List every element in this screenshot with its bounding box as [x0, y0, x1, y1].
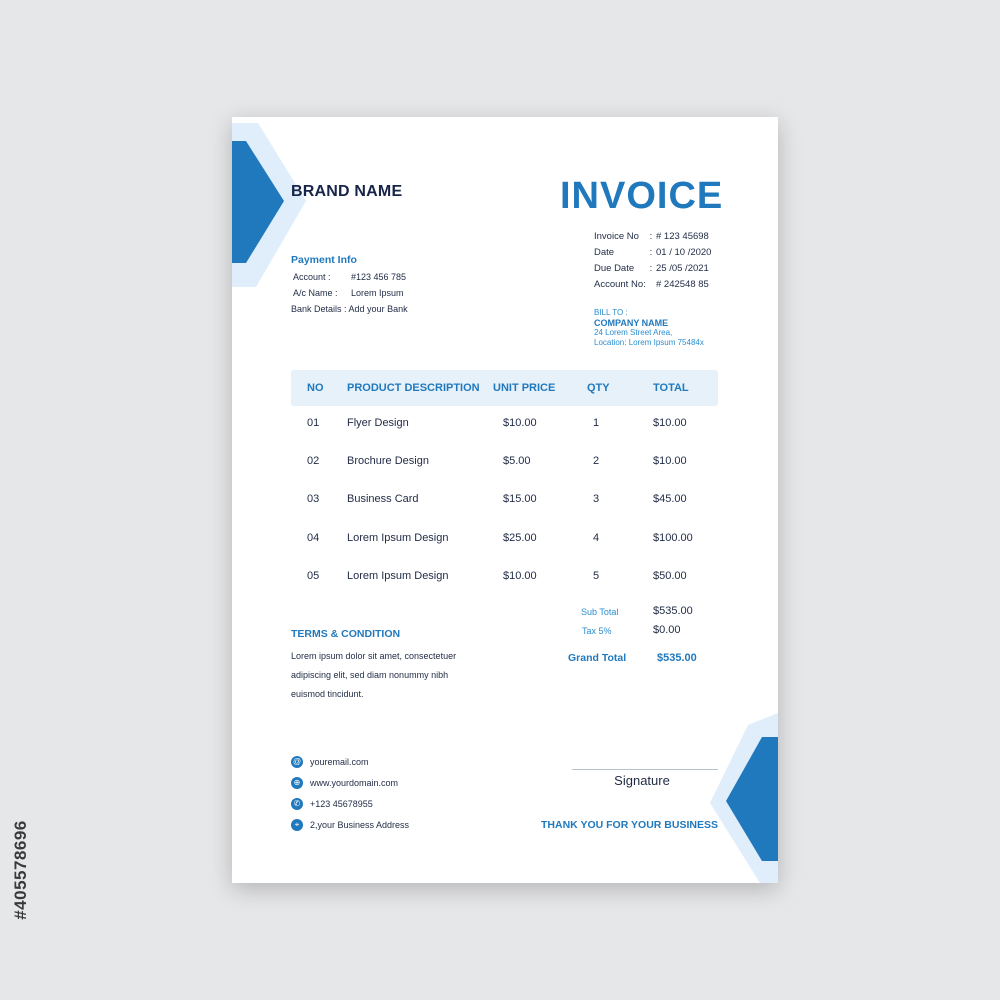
stock-id-text: #405578696 [11, 820, 30, 920]
bill-to-label: BILL TO : [594, 308, 628, 317]
thank-you-text: THANK YOU FOR YOUR BUSINESS [541, 819, 718, 831]
phone-icon: ✆ [291, 798, 303, 810]
payment-info-heading: Payment Info [291, 254, 357, 266]
meta-date: Date : 01 / 10 /2020 [594, 247, 712, 258]
meta-account-no: Account No: # 242548 85 [594, 279, 709, 290]
subtotal-value: $535.00 [653, 605, 693, 617]
meta-due-date: Due Date : 25 /05 /2021 [594, 263, 709, 274]
tax-label: Tax 5% [582, 626, 612, 636]
bill-to [594, 308, 704, 348]
grand-total-label: Grand Total [568, 652, 627, 664]
signature-line [572, 769, 718, 770]
signature-label: Signature [614, 773, 670, 788]
table-row: 02 Brochure Design $5.00 2 $10.00 [307, 455, 687, 467]
payment-info [291, 272, 408, 320]
terms-heading: TERMS & CONDITION [291, 628, 401, 640]
bill-to-company: COMPANY NAME [594, 318, 669, 328]
payment-ac-name: A/c Name : Lorem Ipsum [293, 288, 404, 298]
table-row: 05 Lorem Ipsum Design $10.00 5 $50.00 [307, 570, 687, 582]
table-row: 04 Lorem Ipsum Design $25.00 4 $100.00 [307, 532, 693, 544]
invoice-title: INVOICE [560, 175, 724, 217]
email-icon: @ [292, 757, 302, 766]
bill-to-address: 24 Lorem Street Area, [594, 328, 673, 337]
payment-account: Account : #123 456 785 [293, 272, 407, 282]
bill-to-location: Location: Lorem Ipsum 75484x [594, 338, 704, 347]
stock-id-watermark [6, 760, 36, 990]
globe-icon: ⊕ [291, 777, 303, 789]
invoice-meta [594, 231, 711, 295]
invoice-page: BRAND NAME INVOICE Invoice No : # 123 45698 Date : 01 / 10 /2020 Due Date : 25 /05 /2021 Account No: # 242548 85 Payment Info Account : #123 456 785 A/c Name : Lorem Ipsum Bank Details : Add your Bank BILL TO : COMPANY NAME 24 Lorem Street Area, Location: Lorem Ipsum 75484x NO PRODUCT DESCRIPTION UNIT PRICE QTY TOTAL 01 Flyer Design $10.00 1 $10.00 02 Brochure Design $5.00 2 $10.00 03 Business Card $15.00 3 $45.00 04 Lorem Ipsum Design $25.00 4 $100.00 05 Lorem Ipsum Design $10.00 5 $50.00 Sub Total $535.00 Tax 5% $0.00 Grand Total $535.00 TERMS & CONDITION Lorem ipsum dolor sit amet, consectetuer adipiscing elit, sed diam nonummy nibh euismod tincidunt. @ youremail.com ⊕ www.yourdomain.com ✆ +123 45678955 ⌖ 2,your Business Address Signature THANK YOU FOR YOUR BUSINESS [232, 117, 778, 883]
meta-invoice-no: Invoice No : # 123 45698 [594, 231, 709, 242]
payment-bank-details: Bank Details : Add your Bank [291, 304, 408, 314]
header-qty: QTY [587, 382, 610, 394]
header-description: PRODUCT DESCRIPTION [347, 382, 480, 394]
header-unit-price: UNIT PRICE [493, 382, 556, 394]
table-header [291, 370, 718, 406]
tax-value: $0.00 [653, 624, 681, 636]
table-row: 01 Flyer Design $10.00 1 $10.00 [307, 417, 687, 429]
header-no: NO [307, 382, 324, 394]
location-pin-icon: ⌖ [291, 819, 303, 831]
header-total: TOTAL [653, 382, 689, 394]
grand-total-value: $535.00 [657, 652, 697, 664]
subtotal-label: Sub Total [581, 607, 619, 617]
terms-text: Lorem ipsum dolor sit amet, consectetuer adipiscing elit, sed diam nonummy nibh euismod tincidunt. [291, 651, 457, 699]
table-row: 03 Business Card $15.00 3 $45.00 [307, 493, 687, 505]
brand-name: BRAND NAME [291, 183, 403, 200]
